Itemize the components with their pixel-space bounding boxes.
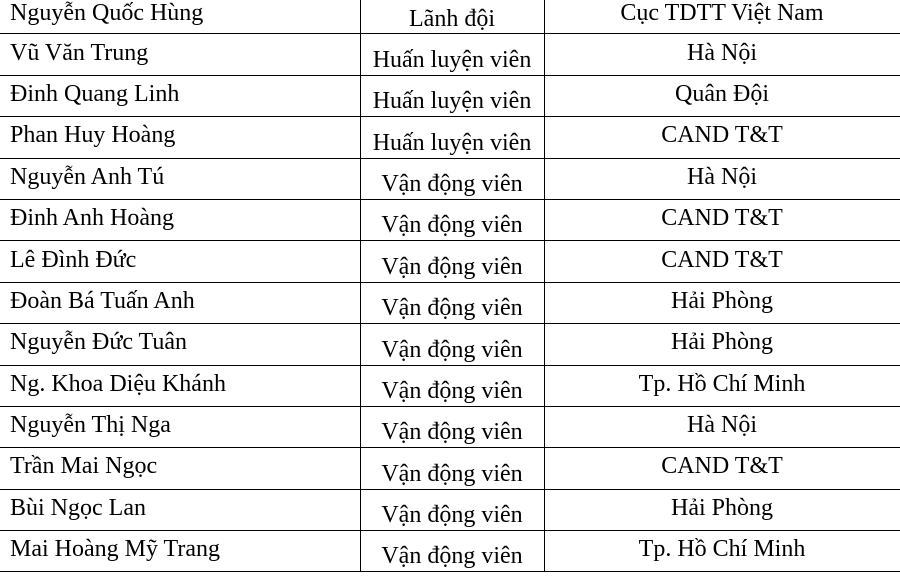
member-unit-cell: Hà Nội (544, 158, 900, 199)
member-role-cell: Vận động viên (360, 406, 544, 447)
table-row (0, 406, 900, 447)
member-name-cell: Nguyễn Đức Tuân (0, 324, 360, 365)
member-role-cell: Huấn luyện viên (360, 75, 544, 116)
table-row (0, 324, 900, 365)
member-role-cell: Vận động viên (360, 158, 544, 199)
table-row (0, 489, 900, 530)
member-role-cell: Vận động viên (360, 448, 544, 489)
member-role-cell: Vận động viên (360, 241, 544, 282)
member-unit-cell: CAND T&T (544, 241, 900, 282)
member-unit-cell: Hà Nội (544, 406, 900, 447)
table-row (0, 241, 900, 282)
member-role-cell: Vận động viên (360, 282, 544, 323)
table-row (0, 365, 900, 406)
member-role-cell: Huấn luyện viên (360, 117, 544, 158)
table-row (0, 531, 900, 572)
member-name-cell: Nguyễn Thị Nga (0, 406, 360, 447)
member-name-cell: Đoàn Bá Tuấn Anh (0, 282, 360, 323)
member-unit-cell: Hải Phòng (544, 489, 900, 530)
member-name-cell: Trần Mai Ngọc (0, 448, 360, 489)
member-unit-cell: Cục TDTT Việt Nam (544, 0, 900, 34)
member-unit-cell: CAND T&T (544, 117, 900, 158)
table-row (0, 199, 900, 240)
table-row (0, 75, 900, 116)
member-name-cell: Ng. Khoa Diệu Khánh (0, 365, 360, 406)
member-name-cell: Nguyễn Quốc Hùng (0, 0, 360, 34)
member-unit-cell: CAND T&T (544, 199, 900, 240)
member-role-cell: Lãnh đội (360, 0, 544, 34)
member-unit-cell: Tp. Hồ Chí Minh (544, 531, 900, 572)
member-role-cell: Vận động viên (360, 531, 544, 572)
member-unit-cell: Hải Phòng (544, 324, 900, 365)
member-role-cell: Vận động viên (360, 365, 544, 406)
member-name-cell: Nguyễn Anh Tú (0, 158, 360, 199)
table-row (0, 282, 900, 323)
member-name-cell: Mai Hoàng Mỹ Trang (0, 531, 360, 572)
member-name-cell: Lê Đình Đức (0, 241, 360, 282)
member-unit-cell: CAND T&T (544, 448, 900, 489)
member-role-cell: Vận động viên (360, 324, 544, 365)
member-role-cell: Vận động viên (360, 489, 544, 530)
member-unit-cell: Hải Phòng (544, 282, 900, 323)
member-name-cell: Vũ Văn Trung (0, 34, 360, 75)
member-role-cell: Huấn luyện viên (360, 34, 544, 75)
table-row (0, 448, 900, 489)
table-row (0, 117, 900, 158)
member-name-cell: Bùi Ngọc Lan (0, 489, 360, 530)
table-row (0, 158, 900, 199)
table-row (0, 34, 900, 75)
member-role-cell: Vận động viên (360, 199, 544, 240)
table-row (0, 0, 900, 34)
member-name-cell: Đinh Anh Hoàng (0, 199, 360, 240)
member-unit-cell: Hà Nội (544, 34, 900, 75)
member-name-cell: Đinh Quang Linh (0, 75, 360, 116)
member-unit-cell: Tp. Hồ Chí Minh (544, 365, 900, 406)
member-unit-cell: Quân Đội (544, 75, 900, 116)
member-name-cell: Phan Huy Hoàng (0, 117, 360, 158)
